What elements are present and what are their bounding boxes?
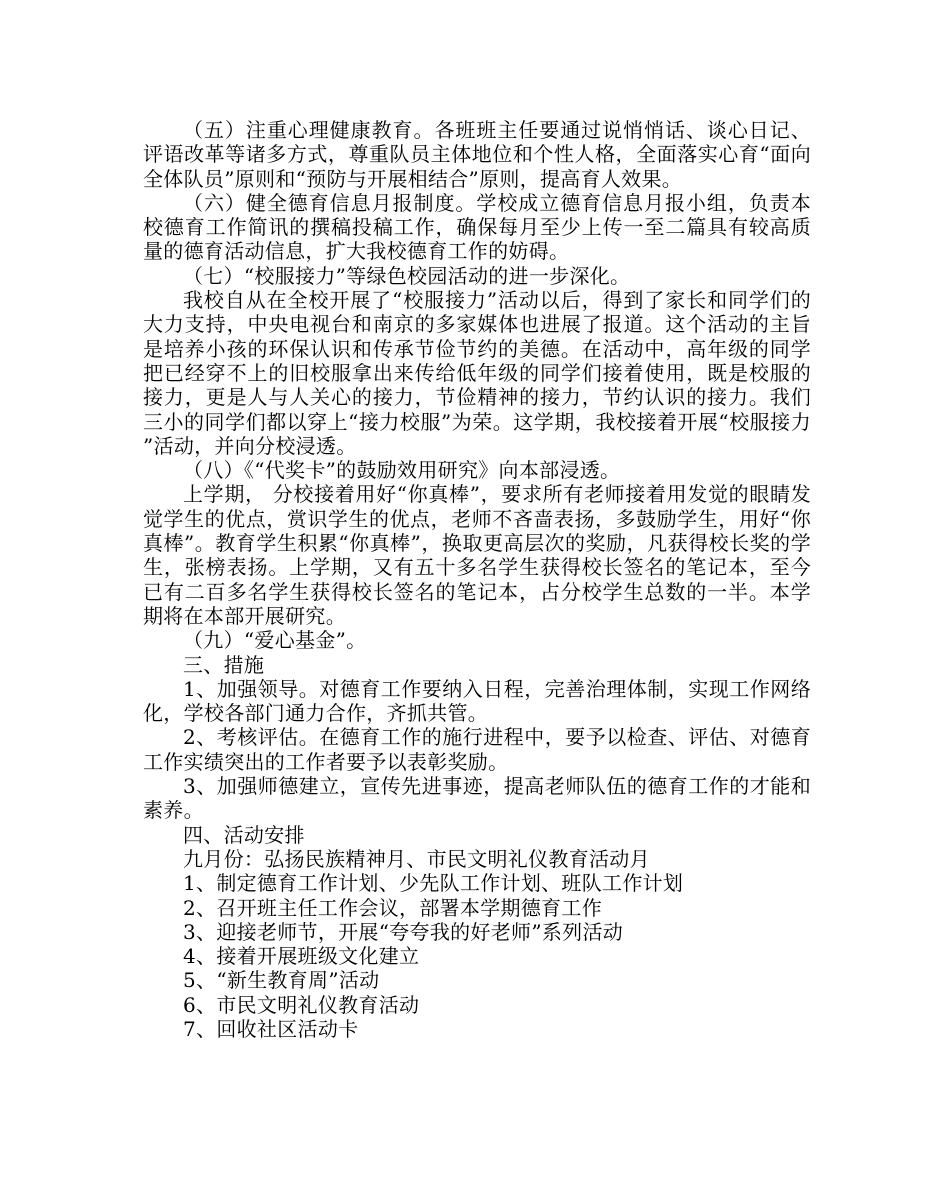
paragraph-uniform-relay-heading: （七）“校服接力”等绿色校园活动的进一步深化。 bbox=[183, 263, 631, 288]
paragraph-reward-card-heading: （八）《“代奖卡”的鼓励效用研究》向本部浸透。 bbox=[183, 458, 621, 483]
activity-item: 3、迎接老师节，开展“夸夸我的好老师”系列活动 bbox=[183, 919, 624, 944]
measure-item: 2、考核评估。在德育工作的施行进程中，要予以检查、评估、对德育工作实绩突出的工作者要予以表彰奖励。 bbox=[143, 725, 811, 774]
paragraph-mental-health: （五）注重心理健康教育。各班班主任要通过说悄悄话、谈心日记、评语改革等诸多方式，尊重队员主体地位和个性人格，全面落实心育“面向全体队员”原则和“预防与开展相结合”原则，提高育人效果。 bbox=[143, 118, 811, 191]
document-page bbox=[143, 118, 811, 1041]
paragraph-love-fund: （九）“爱心基金”。 bbox=[183, 628, 367, 653]
activity-item: 4、接着开展班级文化建立 bbox=[183, 944, 420, 969]
section-heading-activities: 四、活动安排 bbox=[183, 822, 305, 847]
activity-item: 7、回收社区活动卡 bbox=[183, 1016, 359, 1041]
section-heading-measures: 三、措施 bbox=[183, 652, 265, 677]
paragraph-reward-card: 上学期， 分校接着用好“你真棒”，要求所有老师接着用发觉的眼睛发觉学生的优点，赏识学生的优点，老师不吝啬表扬，多鼓励学生，用好“你真棒”。教育学生积累“你真棒”，换取更高层次的奖励，凡获得校长奖的学生，张榜表扬。上学期，又有五十多名学生获得校长签名的笔记本，至今已有二百多名学生获得校长签名的笔记本，占分校学生总数的一半。本学期将在本部开展研究。 bbox=[143, 482, 811, 628]
paragraph-info-report: （六）健全德育信息月报制度。学校成立德育信息月报小组，负责本校德育工作简讯的撰稿投稿工作，确保每月至少上传一至二篇具有较高质量的德育活动信息，扩大我校德育工作的妨碍。 bbox=[143, 190, 811, 264]
activity-item: 1、制定德育工作计划、少先队工作计划、班队工作计划 bbox=[183, 871, 684, 896]
paragraph-uniform-relay: 我校自从在全校开展了“校服接力”活动以后，得到了家长和同学们的大力支持，中央电视台和南京的多家媒体也进展了报道。这个活动的主旨是培养小孩的环保认识和传承节俭节约的美德。在活动中，高年级的同学把已经穿不上的旧校服拿出来传给低年级的同学们接着使用，既是校服的接力，更是人与人关心的接力，节俭精神的接力，节约认识的接力。我们三小的同学们都以穿上“接力校服”为荣。这学期，我校接着开展“校服接力”活动，并向分校浸透。 bbox=[143, 288, 811, 458]
month-heading: 九月份：弘扬民族精神月、市民文明礼仪教育活动月 bbox=[183, 846, 650, 871]
activity-item: 6、市民文明礼仪教育活动 bbox=[183, 992, 420, 1017]
measure-item: 3、加强师德建立，宣传先进事迹，提高老师队伍的德育工作的才能和素养。 bbox=[143, 774, 811, 823]
activity-item: 5、“新生教育周”活动 bbox=[183, 968, 380, 993]
measure-item: 1、加强领导。对德育工作要纳入日程，完善治理体制，实现工作网络化，学校各部门通力合作，齐抓共管。 bbox=[143, 676, 811, 726]
activity-item: 2、召开班主任工作会议，部署本学期德育工作 bbox=[183, 895, 603, 920]
